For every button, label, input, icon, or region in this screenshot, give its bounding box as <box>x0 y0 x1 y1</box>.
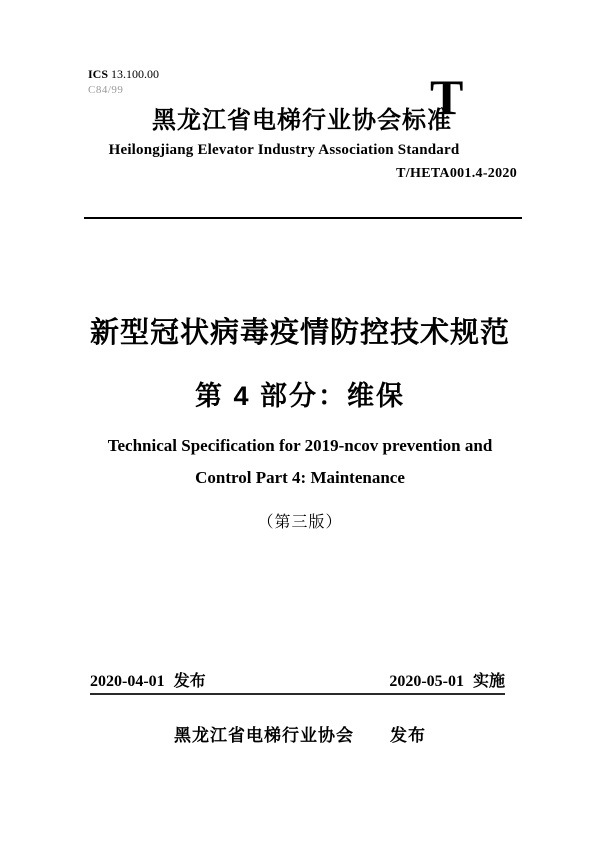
dates-row <box>90 668 505 691</box>
association-name-cn: 黑龙江省电梯行业协会标准 <box>152 107 452 134</box>
association-name-en: Heilongjiang Elevator Industry Association Standard <box>108 142 460 158</box>
ics-code-line <box>88 66 159 83</box>
edition-note: （第三版） <box>257 514 343 531</box>
implementation-date-label: 实施 <box>472 673 505 690</box>
standard-type-logo: T <box>430 69 464 125</box>
ics-block <box>88 66 159 99</box>
document-title-cn-line1: 新型冠状病毒疫情防控技术规范 <box>89 317 510 349</box>
implementation-date-item <box>389 668 505 691</box>
publisher-action-label: 发布 <box>390 726 426 745</box>
publisher-name: 黑龙江省电梯行业协会 <box>174 726 354 745</box>
header-divider-rule <box>84 217 522 219</box>
document-title-cn-line2: 第 4 部分：维保 <box>194 381 406 411</box>
footer-divider-rule <box>90 693 505 695</box>
document-title-en-line1: Technical Specification for 2019-ncov prevention and <box>107 436 493 455</box>
publisher-row <box>0 721 600 746</box>
doc-class-code: C84/99 <box>88 84 124 97</box>
ics-code: 13.100.00 <box>111 67 160 81</box>
standard-number: T/HETA001.4-2020 <box>396 166 517 181</box>
header <box>0 100 600 159</box>
document-title-en-line2: Control Part 4: Maintenance <box>195 468 405 487</box>
ics-prefix: ICS <box>88 67 112 81</box>
issue-date-label: 发布 <box>173 673 206 690</box>
issue-date: 2020-04-01 <box>90 673 165 690</box>
issue-date-item <box>90 668 206 691</box>
implementation-date: 2020-05-01 <box>389 673 464 690</box>
